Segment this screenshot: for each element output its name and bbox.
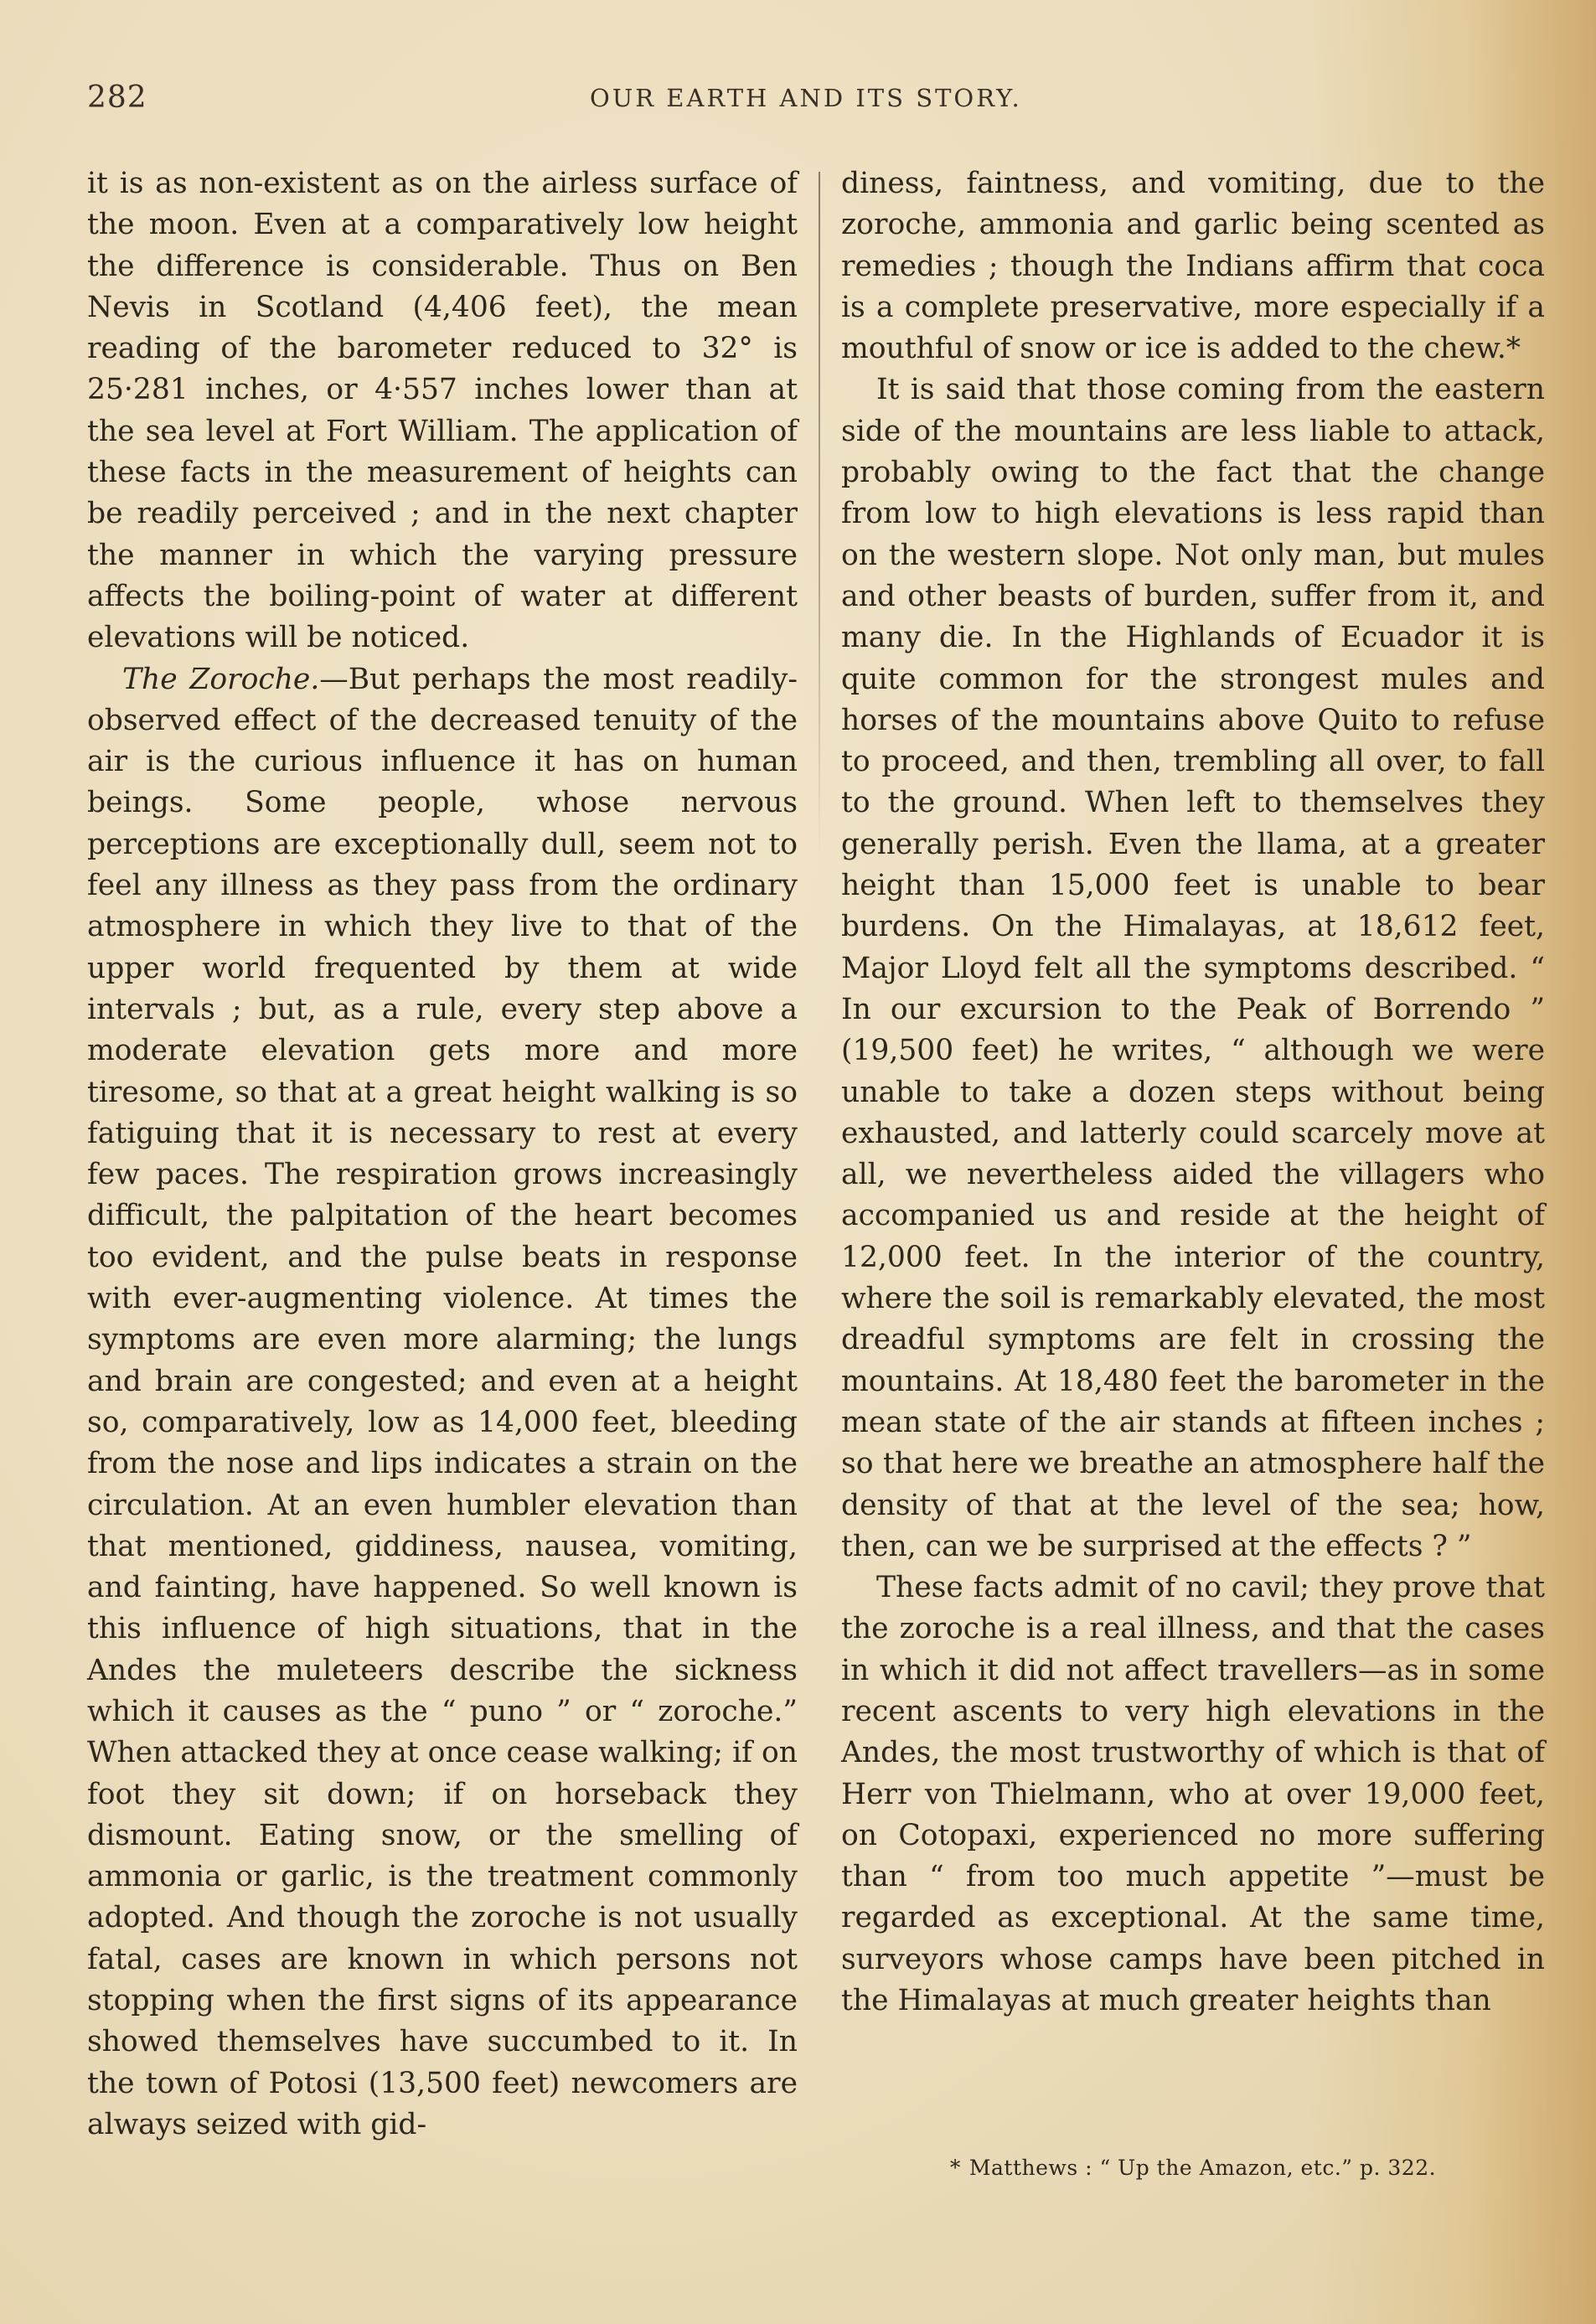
left-paragraph-2 <box>87 659 798 2146</box>
page-number: 282 <box>87 80 147 115</box>
column-divider <box>819 172 820 859</box>
left-column <box>87 163 798 2146</box>
footnote-marker: * <box>949 2156 961 2180</box>
right-paragraph-2: It is said that those coming from the eastern side of the mountains are less liable to attack, probably owing to the fact that the change from low to high elevations is less rapid than on the western slope. Not only man, but mules and other beasts of burden, suffer from it, and many die. In the Highlands of Ecuador it is quite common for the strongest mules and horses of the mountains above Quito to refuse to proceed, and then, trembling all over, to fall to the ground. When left to themselves they generally perish. Even the llama, at a greater height than 15,000 feet is unable to bear burdens. On the Himalayas, at 18,612 feet, Major Lloyd felt all the symptoms described. “ In our excursion to the Peak of Borrendo ” (19,500 feet) he writes, “ although we were unable to take a dozen steps without being exhausted, and latterly could scarcely move at all, we nevertheless aided the villagers who accompanied us and reside at the height of 12,000 feet. In the interior of the country, where the soil is remarkably elevated, the most dreadful symptoms are felt in crossing the mountains. At 18,480 feet the barometer in the mean state of the air stands at fifteen inches ; so that here we breathe an atmosphere half the density of that at the level of the sea; how, then, can we be surprised at the effects ? ” <box>841 373 1545 1563</box>
left-paragraph-2-text: —But perhaps the most readily-observed effect of the decreased tenuity of the air is the curious influence it has on human beings. Some people, whose nervous perceptions are exceptionally dull, seem not to feel any illness as they pass from the ordinary atmosphere in which they live to that of the upper world frequented by them at wide intervals ; but, as a rule, every step above a moderate elevation gets more and more tiresome, so that at a great height walking is so fatiguing that it is necessary to rest at every few paces. The respiration grows increasingly difficult, the palpitation of the heart becomes too evident, and the pulse beats in response with ever-augmenting violence. At times the symptoms are even more alarming; the lungs and brain are congested; and even at a height so, comparatively, low as 14,000 feet, bleeding from the nose and lips indicates a strain on the circulation. At an even humbler elevation than that mentioned, giddiness, nausea, vomiting, and fainting, have happened. So well known is this influence of high situations, that in the Andes the muleteers describe the sickness which it causes as the “ puno ” or “ zoroche.” When attacked they at once cease walking; if on foot they sit down; if on horseback they dismount. Eating snow, or the smelling of ammonia or garlic, is the treatment commonly adopted. And though the zoroche is not usually fatal, cases are known in which persons not stopping when the first signs of its appearance showed themselves have succumbed to it. In the town of Potosi (13,500 feet) newcomers are always seized with gid- <box>87 662 798 2141</box>
running-title: OUR EARTH AND ITS STORY. <box>590 84 1022 112</box>
left-paragraph-1: it is as non-existent as on the airless surface of the moon. Even at a comparatively low height the difference is considerable. Thus on Ben Nevis in Scotland (4,406 feet), the mean reading of the barometer reduced to 32° is 25·281 inches, or 4·557 inches lower than at the sea level at Fort William. The application of these facts in the measurement of heights can be readily perceived ; and in the next chapter the manner in which the varying pressure affects the boiling-point of water at different elevations will be noticed. <box>87 167 798 655</box>
footnote-text: Matthews : “ Up the Amazon, etc.” p. 322. <box>968 2156 1437 2180</box>
page-header <box>87 80 1495 122</box>
right-paragraph-3: These facts admit of no cavil; they prove that the zoroche is a real illness, and that the cases in which it did not affect travellers—as in some recent ascents to very high elevations in the Andes, the most trustworthy of which is that of Herr von Thielmann, who at over 19,000 feet, on Cotopaxi, experienced no more suffering than “ from too much appetite ”—must be regarded as exceptional. At the same time, surveyors whose camps have been pitched in the Himalayas at much greater heights than <box>841 1571 1545 2018</box>
right-paragraph-1: diness, faintness, and vomiting, due to the zoroche, ammonia and garlic being scented as remedies ; though the Indians affirm that coca is a complete preservative, more especially if a mouthful of snow or ice is added to the chew.* <box>841 167 1545 366</box>
right-column <box>841 163 1545 2022</box>
footnote <box>841 2156 1545 2180</box>
section-title-zoroche: The Zoroche. <box>122 662 320 696</box>
